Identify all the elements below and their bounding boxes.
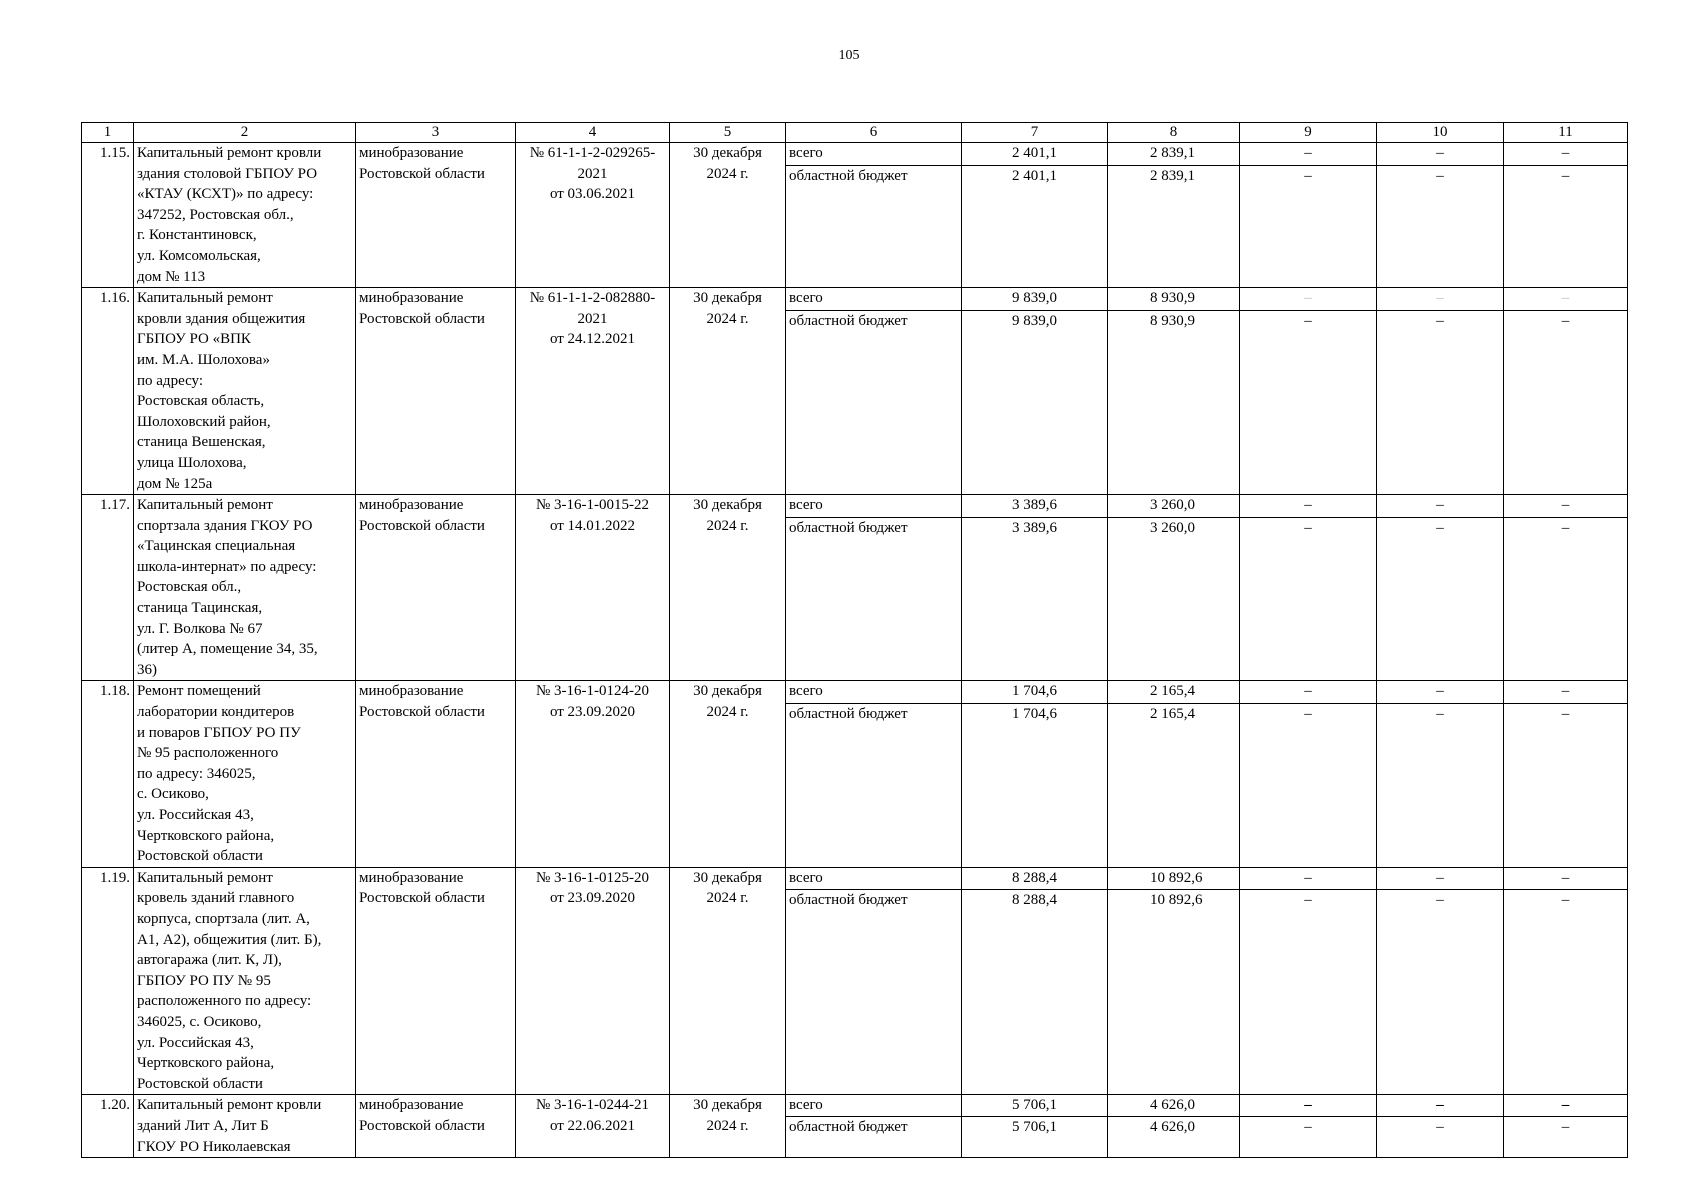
column-number-header [82, 123, 1628, 143]
amount-col7 [962, 681, 1108, 704]
amount-c9: – [1240, 1116, 1377, 1157]
amount-c10: – [1377, 681, 1504, 704]
amount-c11: – [1504, 890, 1628, 1095]
funding-source-total: всего [786, 1095, 962, 1117]
amount-col7 [962, 704, 1108, 868]
program-table [81, 122, 1628, 1158]
funding-source-regional-budget: областной бюджет [786, 704, 962, 868]
amount-c11: – [1504, 704, 1628, 868]
table-row [82, 681, 1628, 704]
amount-col8-value: 2 165,4 [1150, 683, 1195, 700]
funding-source-regional-budget: областной бюджет [786, 166, 962, 288]
table-row [82, 1095, 1628, 1117]
amount-c9: – [1240, 495, 1377, 518]
completion-deadline: 30 декабря 2024 г. [670, 867, 786, 1095]
amount-c10: – [1377, 310, 1504, 494]
amount-col8-value: 2 839,1 [1150, 145, 1195, 161]
object-description: Капитальный ремонт спортзала здания ГКОУ РО «Тацинская специальная школа-интернат» по адресу: Ростовская обл., станица Тацинская, ул. Г. Волкова № 67 (литер А, помещение 34, 35, 36) [134, 495, 356, 681]
amount-col7-value: 1 704,6 [1012, 683, 1057, 700]
amount-col7 [962, 288, 1108, 311]
amount-col8-value: 4 626,0 [1150, 1118, 1195, 1135]
amount-col7-value: 1 704,6 [1012, 706, 1057, 723]
amount-col7 [962, 1116, 1108, 1157]
responsible-organization: минобразование Ростовской области [356, 1095, 516, 1158]
table-row [82, 143, 1628, 166]
amount-c10: – [1377, 1095, 1504, 1117]
header-cell: 6 [786, 123, 962, 143]
object-description: Капитальный ремонт кровли здания столовой ГБПОУ РО «КТАУ (КСХТ)» по адресу: 347252, Ростовская обл., г. Константиновск, ул. Комсомольская, дом № 113 [134, 143, 356, 288]
expertise-document: № 3-16-1-0244-21 от 22.06.2021 [516, 1095, 670, 1158]
amount-col8-value: 2 839,1 [1150, 168, 1195, 185]
amount-col7-value: 2 401,1 [1012, 168, 1057, 185]
header-cell: 11 [1504, 123, 1628, 143]
completion-deadline: 30 декабря 2024 г. [670, 288, 786, 495]
amount-col7 [962, 517, 1108, 681]
expertise-document: № 3-16-1-0125-20 от 23.09.2020 [516, 867, 670, 1095]
amount-col8 [1108, 1116, 1240, 1157]
amount-col7 [962, 143, 1108, 166]
funding-source-regional-budget: областной бюджет [786, 517, 962, 681]
funding-source-total: всего [786, 681, 962, 704]
amount-col8 [1108, 681, 1240, 704]
amount-c11: – [1504, 517, 1628, 681]
row-number: 1.15. [82, 143, 134, 288]
amount-c10: – [1377, 890, 1504, 1095]
amount-c9: – [1240, 517, 1377, 681]
object-description: Капитальный ремонт кровли зданий Лит А, Лит Б ГКОУ РО Николаевская [134, 1095, 356, 1158]
responsible-organization: минобразование Ростовской области [356, 288, 516, 495]
amount-c11: – [1504, 310, 1628, 494]
amount-col8 [1108, 495, 1240, 518]
amount-col8 [1108, 310, 1240, 494]
amount-c11: – [1504, 867, 1628, 890]
header-cell: 10 [1377, 123, 1504, 143]
header-cell: 3 [356, 123, 516, 143]
amount-c10: – [1377, 288, 1504, 311]
amount-col7 [962, 890, 1108, 1095]
amount-col8 [1108, 890, 1240, 1095]
amount-col7 [962, 310, 1108, 494]
expertise-document: № 3-16-1-0015-22 от 14.01.2022 [516, 495, 670, 681]
amount-col8-value: 2 165,4 [1150, 706, 1195, 723]
amount-col7-value: 3 389,6 [1012, 497, 1057, 514]
amount-c9: – [1240, 704, 1377, 868]
amount-col8-value: 10 892,6 [1150, 892, 1203, 909]
amount-c11: – [1504, 288, 1628, 311]
amount-col7-value: 9 839,0 [1012, 290, 1057, 307]
amount-col8-value: 10 892,6 [1150, 869, 1203, 886]
funding-source-total: всего [786, 867, 962, 890]
amount-col8-value: 8 930,9 [1150, 290, 1195, 307]
responsible-organization: минобразование Ростовской области [356, 143, 516, 288]
amount-c10: – [1377, 517, 1504, 681]
amount-c11: – [1504, 681, 1628, 704]
amount-c9: – [1240, 310, 1377, 494]
amount-col7-value: 3 389,6 [1012, 519, 1057, 536]
completion-deadline: 30 декабря 2024 г. [670, 143, 786, 288]
object-description: Ремонт помещений лаборатории кондитеров и поваров ГБПОУ РО ПУ № 95 расположенного по адресу: 346025, с. Осиково, ул. Российская 43, Чертковского района, Ростовской области [134, 681, 356, 867]
amount-c11: – [1504, 166, 1628, 288]
table-row [82, 867, 1628, 890]
object-description: Капитальный ремонт кровель зданий главного корпуса, спортзала (лит. А, А1, А2), общежития (лит. Б), автогаража (лит. К, Л), ГБПОУ РО ПУ № 95 расположенного по адресу: 346025, с. Осиково, ул. Российская 43, Чертковского района, Ростовской области [134, 867, 356, 1095]
amount-col7-value: 2 401,1 [1012, 145, 1057, 161]
amount-c9: – [1240, 681, 1377, 704]
amount-col8 [1108, 704, 1240, 868]
amount-col7-value: 8 288,4 [1012, 869, 1057, 886]
completion-deadline: 30 декабря 2024 г. [670, 1095, 786, 1158]
funding-source-total: всего [786, 288, 962, 311]
completion-deadline: 30 декабря 2024 г. [670, 495, 786, 681]
completion-deadline: 30 декабря 2024 г. [670, 681, 786, 867]
amount-c11: – [1504, 1095, 1628, 1117]
amount-c10: – [1377, 867, 1504, 890]
amount-col7 [962, 166, 1108, 288]
header-cell: 2 [134, 123, 356, 143]
amount-c9: – [1240, 143, 1377, 166]
expertise-document: № 61-1-1-2-029265- 2021 от 03.06.2021 [516, 143, 670, 288]
object-description: Капитальный ремонт кровли здания общежития ГБПОУ РО «ВПК им. М.А. Шолохова» по адресу: Ростовская область, Шолоховский район, станица Вешенская, улица Шолохова, дом № 125а [134, 288, 356, 495]
amount-c11: – [1504, 495, 1628, 518]
amount-col8 [1108, 166, 1240, 288]
amount-c10: – [1377, 143, 1504, 166]
amount-c10: – [1377, 166, 1504, 288]
amount-col8-value: 8 930,9 [1150, 312, 1195, 329]
amount-c9: – [1240, 166, 1377, 288]
amount-col8 [1108, 143, 1240, 166]
amount-col8-value: 3 260,0 [1150, 497, 1195, 514]
expertise-document: № 3-16-1-0124-20 от 23.09.2020 [516, 681, 670, 867]
responsible-organization: минобразование Ростовской области [356, 495, 516, 681]
amount-c9: – [1240, 890, 1377, 1095]
amount-col7 [962, 867, 1108, 890]
funding-source-regional-budget: областной бюджет [786, 310, 962, 494]
amount-col8-value: 4 626,0 [1150, 1097, 1195, 1114]
header-cell: 4 [516, 123, 670, 143]
amount-c9: – [1240, 1095, 1377, 1117]
row-number: 1.19. [82, 867, 134, 1095]
amount-col7-value: 8 288,4 [1012, 892, 1057, 909]
header-cell: 7 [962, 123, 1108, 143]
amount-col8 [1108, 288, 1240, 311]
amount-col7 [962, 1095, 1108, 1117]
amount-col7-value: 9 839,0 [1012, 312, 1057, 329]
funding-source-total: всего [786, 143, 962, 166]
row-number: 1.17. [82, 495, 134, 681]
amount-col7 [962, 495, 1108, 518]
table-row [82, 495, 1628, 518]
amount-col7-value: 5 706,1 [1012, 1118, 1057, 1135]
row-number: 1.20. [82, 1095, 134, 1158]
table-row [82, 288, 1628, 311]
amount-c10: – [1377, 1116, 1504, 1157]
page-number: 105 [838, 48, 860, 63]
funding-source-total: всего [786, 495, 962, 518]
funding-source-regional-budget: областной бюджет [786, 890, 962, 1095]
amount-c11: – [1504, 1116, 1628, 1157]
amount-c10: – [1377, 495, 1504, 518]
expertise-document: № 61-1-1-2-082880- 2021 от 24.12.2021 [516, 288, 670, 495]
header-cell: 1 [82, 123, 134, 143]
funding-source-regional-budget: областной бюджет [786, 1116, 962, 1157]
amount-col7-value: 5 706,1 [1012, 1097, 1057, 1114]
amount-c9: – [1240, 867, 1377, 890]
amount-c9: – [1240, 288, 1377, 311]
amount-col8 [1108, 517, 1240, 681]
header-cell: 9 [1240, 123, 1377, 143]
amount-col8 [1108, 867, 1240, 890]
header-cell: 5 [670, 123, 786, 143]
responsible-organization: минобразование Ростовской области [356, 681, 516, 867]
header-cell: 8 [1108, 123, 1240, 143]
amount-c10: – [1377, 704, 1504, 868]
responsible-organization: минобразование Ростовской области [356, 867, 516, 1095]
amount-c11: – [1504, 143, 1628, 166]
row-number: 1.16. [82, 288, 134, 495]
amount-col8-value: 3 260,0 [1150, 519, 1195, 536]
amount-col8 [1108, 1095, 1240, 1117]
row-number: 1.18. [82, 681, 134, 867]
